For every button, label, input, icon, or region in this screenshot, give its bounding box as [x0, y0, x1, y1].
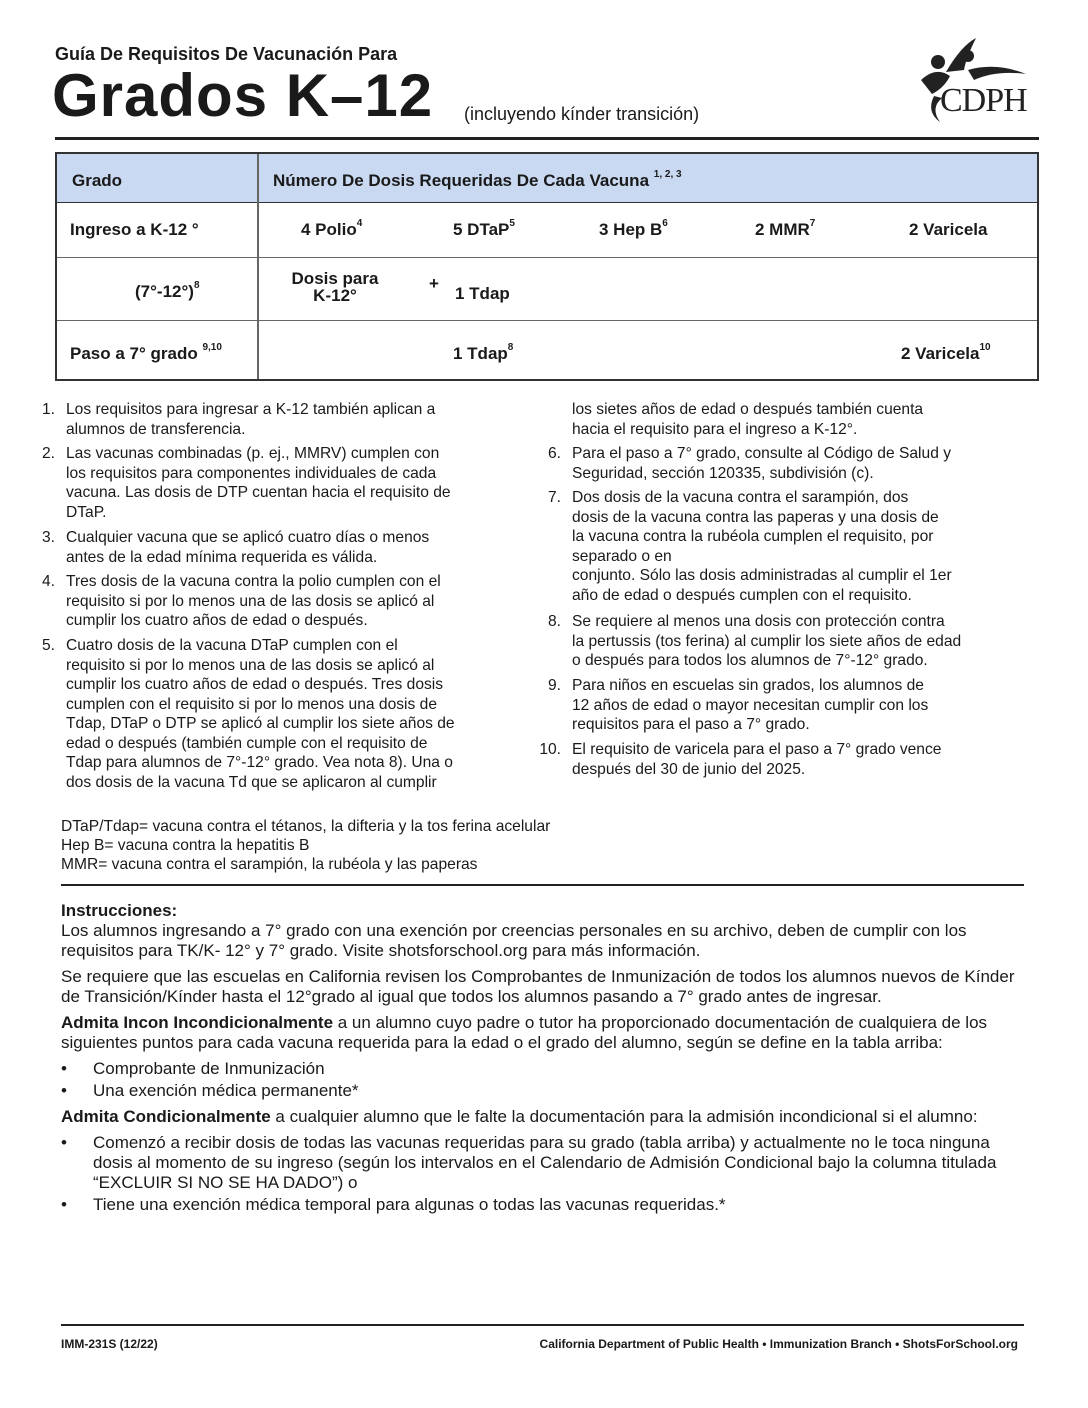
- table-column-divider: [257, 154, 259, 379]
- footnote-number: 5.: [41, 637, 55, 654]
- footnote-text: [66, 636, 455, 792]
- row-label: $(7^\circ-12^\circ)^8$: [135, 280, 200, 301]
- table-header-row: [57, 154, 1037, 203]
- footnote-line: El requisito de varicela para el paso a 7° grado vence: [572, 741, 942, 758]
- list-item: • Comprobante de Inmunización: [61, 1059, 1031, 1079]
- table-row: [57, 257, 1037, 321]
- footnote-text: [66, 528, 429, 567]
- footnote-line: vacuna. Las dosis de DTP cuentan hacia el requisito de: [66, 484, 451, 501]
- footnote-line: después del 30 de junio del 2025.: [572, 760, 806, 778]
- varicela-doses: 2 Varicela$^{10}$: [901, 342, 991, 363]
- footnote-line: la pertussis (tos ferina) al cumplir los siete años de edad: [572, 632, 962, 650]
- plus-sign: +: [429, 274, 439, 293]
- footnote-line: Cualquier vacuna que se aplicó cuatro días o menos: [66, 529, 430, 546]
- unconditional-list: [61, 1059, 1031, 1101]
- footer-organization: California Department of Public Health • Immunization Branch • ShotsForSchool.org: [539, 1337, 1018, 1351]
- footnote-line: Cuatro dosis de la vacuna DTaP cumplen con el: [66, 637, 398, 654]
- footnote-number: 6.: [547, 445, 561, 462]
- footnote-line: conjunto. Sólo las dosis administradas al cumplir el 1er: [572, 567, 952, 584]
- footnote-line: Seguridad, sección 120335, subdivisión (c).: [572, 464, 874, 482]
- footnote-line: año de edad o después cumplen con el requisito.: [572, 586, 912, 604]
- footnote-number: 7.: [547, 489, 561, 506]
- abbreviation-line: Hep B= vacuna contra la hepatitis B: [61, 837, 310, 854]
- footnote-line: cumplir los cuatro años de edad o después. Tres dosis: [66, 676, 444, 693]
- footnote-line: DTaP.: [66, 503, 107, 521]
- footnote-line: Las vacunas combinadas (p. ej., MMRV) cumplen con: [66, 445, 440, 462]
- footnote-text: [572, 612, 961, 671]
- footnote-number: 10.: [539, 741, 561, 758]
- footnote-number: 1.: [41, 401, 55, 418]
- footnote-line: Tres dosis de la vacuna contra la polio cumplen con el: [66, 573, 441, 590]
- footnote-line: Para el paso a 7° grado, consulte al Código de Salud y: [572, 445, 952, 462]
- tdap-doses: 1 Tdap$^8$: [453, 342, 514, 363]
- abbreviations: [61, 817, 550, 874]
- table-row: [57, 202, 1037, 257]
- footnote-line: cumplen con el requisito si por lo menos una dosis de: [66, 695, 437, 713]
- footnote-line: 12 años de edad o mayor necesitan cumplir con los: [572, 696, 929, 714]
- table-row: [57, 320, 1037, 380]
- row-label: Paso a 7° grado $^{9,10}$: [70, 342, 222, 363]
- instructions-paragraph: Los alumnos ingresando a 7° grado con una exención por creencias personales en su archivo, deben de cumplir con los requisitos para TK/K- 12° y 7° grado. Visite shotsforschool.org para más información.: [61, 921, 967, 960]
- footnote-line: la vacuna contra la rubéola cumplen el requisito, por: [572, 528, 934, 545]
- row-label: Ingreso a K-12 °: [70, 220, 199, 239]
- mmr-doses: 2 MMR$^7$: [755, 218, 816, 239]
- footnote-text: [572, 400, 923, 439]
- footnote-text: [572, 444, 951, 483]
- conditional-list: [61, 1133, 1031, 1215]
- footnote-line: Los requisitos para ingresar a K-12 también aplican a: [66, 401, 436, 418]
- footnote-text: [572, 740, 941, 779]
- header-doses: Número De Dosis Requeridas De Cada Vacuna $^{1, 2, 3}$: [273, 169, 682, 190]
- abbreviation-line: DTaP/Tdap= vacuna contra el tétanos, la difteria y la tos ferina acelular: [61, 818, 551, 835]
- footnote-line: Tdap, DTaP o DTP se aplicó al cumplir los siete años de: [66, 715, 455, 732]
- footnote-line: edad o después (también cumple con el requisito de: [66, 734, 428, 752]
- footnote-line: alumnos de transferencia.: [66, 420, 246, 438]
- footnote-line: o después para todos los alumnos de 7°-12° grado.: [572, 652, 928, 669]
- title-note: (incluyendo kínder transición): [464, 104, 700, 124]
- footnote-number: 8.: [547, 613, 561, 630]
- instructions-paragraph: Admita Incon Incondicionalmente a un alumno cuyo padre o tutor ha proporcionado documentación de cualquiera de los siguientes puntos para cada vacuna requerida para la edad o el grado del alumno, según se define en la tabla arriba:: [61, 1013, 988, 1052]
- footnote-number: 4.: [41, 573, 55, 590]
- footnote-text: [66, 400, 435, 439]
- dtap-doses: 5 DTaP$^5$: [453, 218, 515, 239]
- form-id: IMM-231S (12/22): [61, 1337, 158, 1351]
- footnote-line: Para niños en escuelas sin grados, los alumnos de: [572, 677, 924, 694]
- footer-rule: [61, 1324, 1024, 1326]
- footnote-line: cumplir los cuatro años de edad o después.: [66, 612, 368, 629]
- footnote-line: los sietes años de edad o después también cuenta: [572, 401, 924, 418]
- footnote-line: Se requiere al menos una dosis con protección contra: [572, 613, 945, 630]
- list-item: • Comenzó a recibir dosis de todas las vacunas requeridas para su grado (tabla arriba) y actualmente no le toca ninguna dosis al momento de su ingreso (según los intervalos en el Calendario de Admisión Condicional bajo la columna titulada “EXCLUIR SI NO SE HA DADO”) o: [61, 1133, 1031, 1193]
- header-rule: [55, 137, 1039, 140]
- document-subtitle: Guía De Requisitos De Vacunación Para: [55, 44, 398, 64]
- varicela-doses: 2 Varicela: [909, 220, 988, 239]
- polio-doses: 4 Polio$^4$: [301, 218, 363, 239]
- list-item: • Una exención médica permanente*: [61, 1081, 1031, 1101]
- k12-doses-note: Dosis para K-12°: [291, 269, 379, 305]
- cdph-logo-text: CDPH: [940, 82, 1027, 119]
- footnote-line: requisito si por lo menos una de las dosis se aplicó al: [66, 656, 435, 674]
- list-item: • Tiene una exención médica temporal para algunas o todas las vacunas requeridas.*: [61, 1195, 1031, 1215]
- tdap-doses: 1 Tdap: [455, 284, 510, 303]
- footnote-line: hacia el requisito para el ingreso a K-12°.: [572, 420, 858, 438]
- footnote-line: antes de la edad mínima requerida es válida.: [66, 548, 378, 566]
- footnote-text: [66, 572, 441, 631]
- footnote-line: dosis de la vacuna contra las paperas y una dosis de: [572, 508, 939, 526]
- document-title: Grados K–12: [52, 62, 434, 129]
- footnote-line: Tdap para alumnos de 7°-12° grado. Vea nota 8). Una o: [66, 754, 453, 771]
- footnote-line: requisitos para el paso a 7° grado.: [572, 716, 810, 733]
- section-rule: [61, 884, 1024, 886]
- abbreviation-line: MMR= vacuna contra el sarampión, la rubéola y las paperas: [61, 856, 478, 873]
- hepb-doses: 3 Hep $B^6$: [599, 218, 668, 239]
- footnote-number: 2.: [41, 445, 55, 462]
- footnote-text: [66, 444, 451, 522]
- requirements-table: [55, 152, 1039, 381]
- footnote-text: [572, 676, 928, 735]
- instructions-paragraph: Admita Condicionalmente a cualquier alumno que le falte la documentación para la admisión incondicional si el alumno:: [61, 1107, 978, 1126]
- footnote-line: separado o en: [572, 547, 672, 565]
- footnote-line: requisito si por lo menos una de las dosis se aplicó al: [66, 592, 435, 610]
- instructions-heading: Instrucciones:: [61, 901, 178, 920]
- footnote-line: los requisitos para componentes individuales de cada: [66, 464, 437, 482]
- instructions-paragraph: Se requiere que las escuelas en California revisen los Comprobantes de Inmunización de todos los alumnos nuevos de Kínder de Transición/Kínder hasta el 12°grado al igual que todos los alumnos pasando a 7° grado antes de ingresar.: [61, 967, 1015, 1006]
- footnote-text: [572, 488, 952, 605]
- footnote-line: dos dosis de la vacuna Td que se aplicaron al cumplir: [66, 773, 437, 791]
- header-grade: Grado: [72, 171, 123, 190]
- footnote-number: 9.: [547, 677, 561, 694]
- footnote-number: 3.: [41, 529, 55, 546]
- footnote-line: Dos dosis de la vacuna contra el sarampión, dos: [572, 489, 909, 506]
- instructions-section: [61, 901, 1031, 1221]
